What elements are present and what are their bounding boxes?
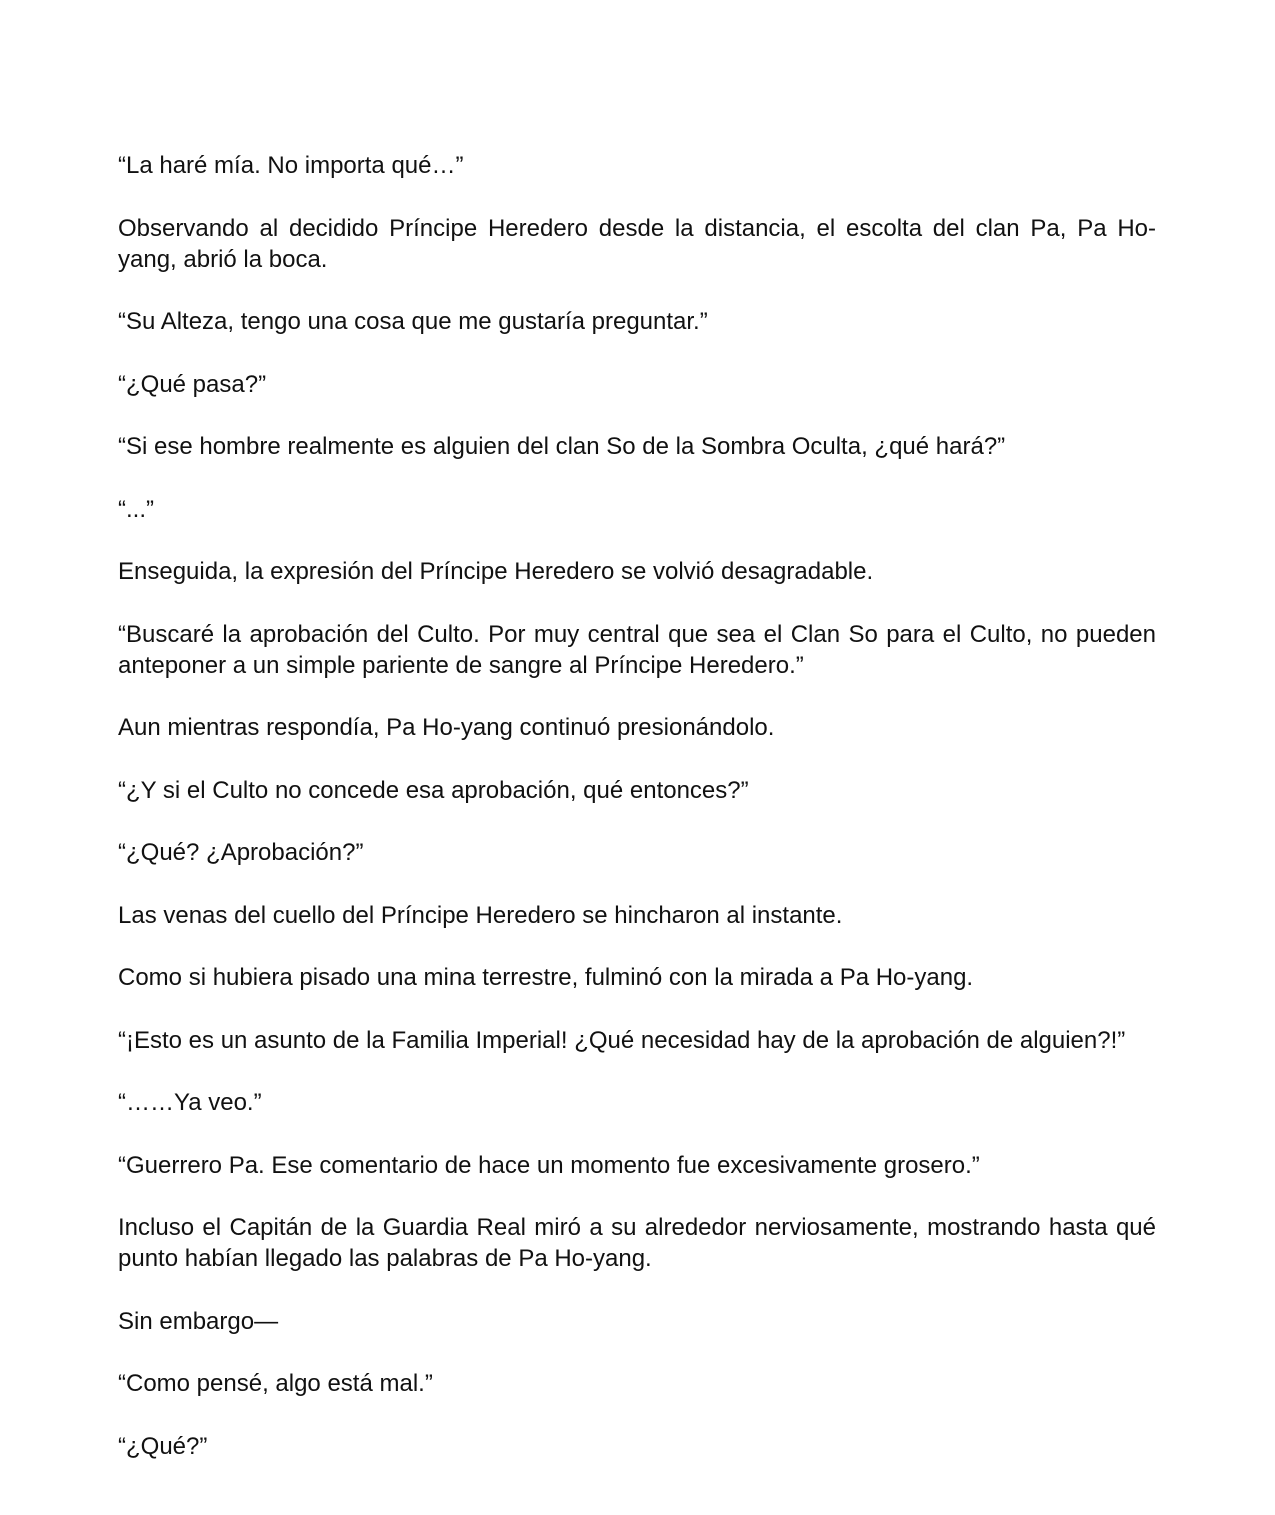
- document-body: [118, 150, 1156, 1493]
- paragraph: “¿Qué?”: [118, 1432, 208, 1460]
- paragraph: “¿Y si el Culto no concede esa aprobación, qué entonces?”: [118, 776, 749, 804]
- paragraph: “¿Qué pasa?”: [118, 370, 267, 398]
- paragraph: “……Ya veo.”: [118, 1089, 262, 1116]
- paragraph: “¿Qué? ¿Aprobación?”: [118, 839, 364, 866]
- paragraph: “Buscaré la aprobación del Culto. Por muy central que sea el Clan So para el Culto, no pueden anteponer a un simple pariente de sangre al Príncipe Heredero.”: [118, 620, 1156, 679]
- paragraph: Aun mientras respondía, Pa Ho-yang continuó presionándolo.: [118, 714, 775, 741]
- paragraph: “Guerrero Pa. Ese comentario de hace un momento fue excesivamente grosero.”: [118, 1151, 980, 1179]
- paragraph: Como si hubiera pisado una mina terrestre, fulminó con la mirada a Pa Ho-yang.: [118, 964, 974, 991]
- paragraph: Observando al decidido Príncipe Heredero desde la distancia, el escolta del clan Pa, Pa Ho-yang, abrió la boca.: [118, 214, 1156, 273]
- paragraph: “...”: [118, 495, 154, 523]
- paragraph: “¡Esto es un asunto de la Familia Imperial! ¿Qué necesidad hay de la aprobación de alguien?!”: [118, 1026, 1126, 1054]
- paragraph: “Su Alteza, tengo una cosa que me gustaría preguntar.”: [118, 308, 708, 335]
- paragraph: Las venas del cuello del Príncipe Heredero se hincharon al instante.: [118, 901, 843, 929]
- paragraph: “La haré mía. No importa qué…”: [118, 152, 464, 179]
- paragraph: Incluso el Capitán de la Guardia Real miró a su alrededor nerviosamente, mostrando hasta qué punto habían llegado las palabras de Pa Ho-yang.: [118, 1214, 1156, 1272]
- paragraph: Sin embargo—: [118, 1307, 279, 1335]
- paragraph: Enseguida, la expresión del Príncipe Heredero se volvió desagradable.: [118, 558, 874, 585]
- paragraph: “Si ese hombre realmente es alguien del clan So de la Sombra Oculta, ¿qué hará?”: [118, 433, 1006, 460]
- paragraph: “Como pensé, algo está mal.”: [118, 1370, 433, 1397]
